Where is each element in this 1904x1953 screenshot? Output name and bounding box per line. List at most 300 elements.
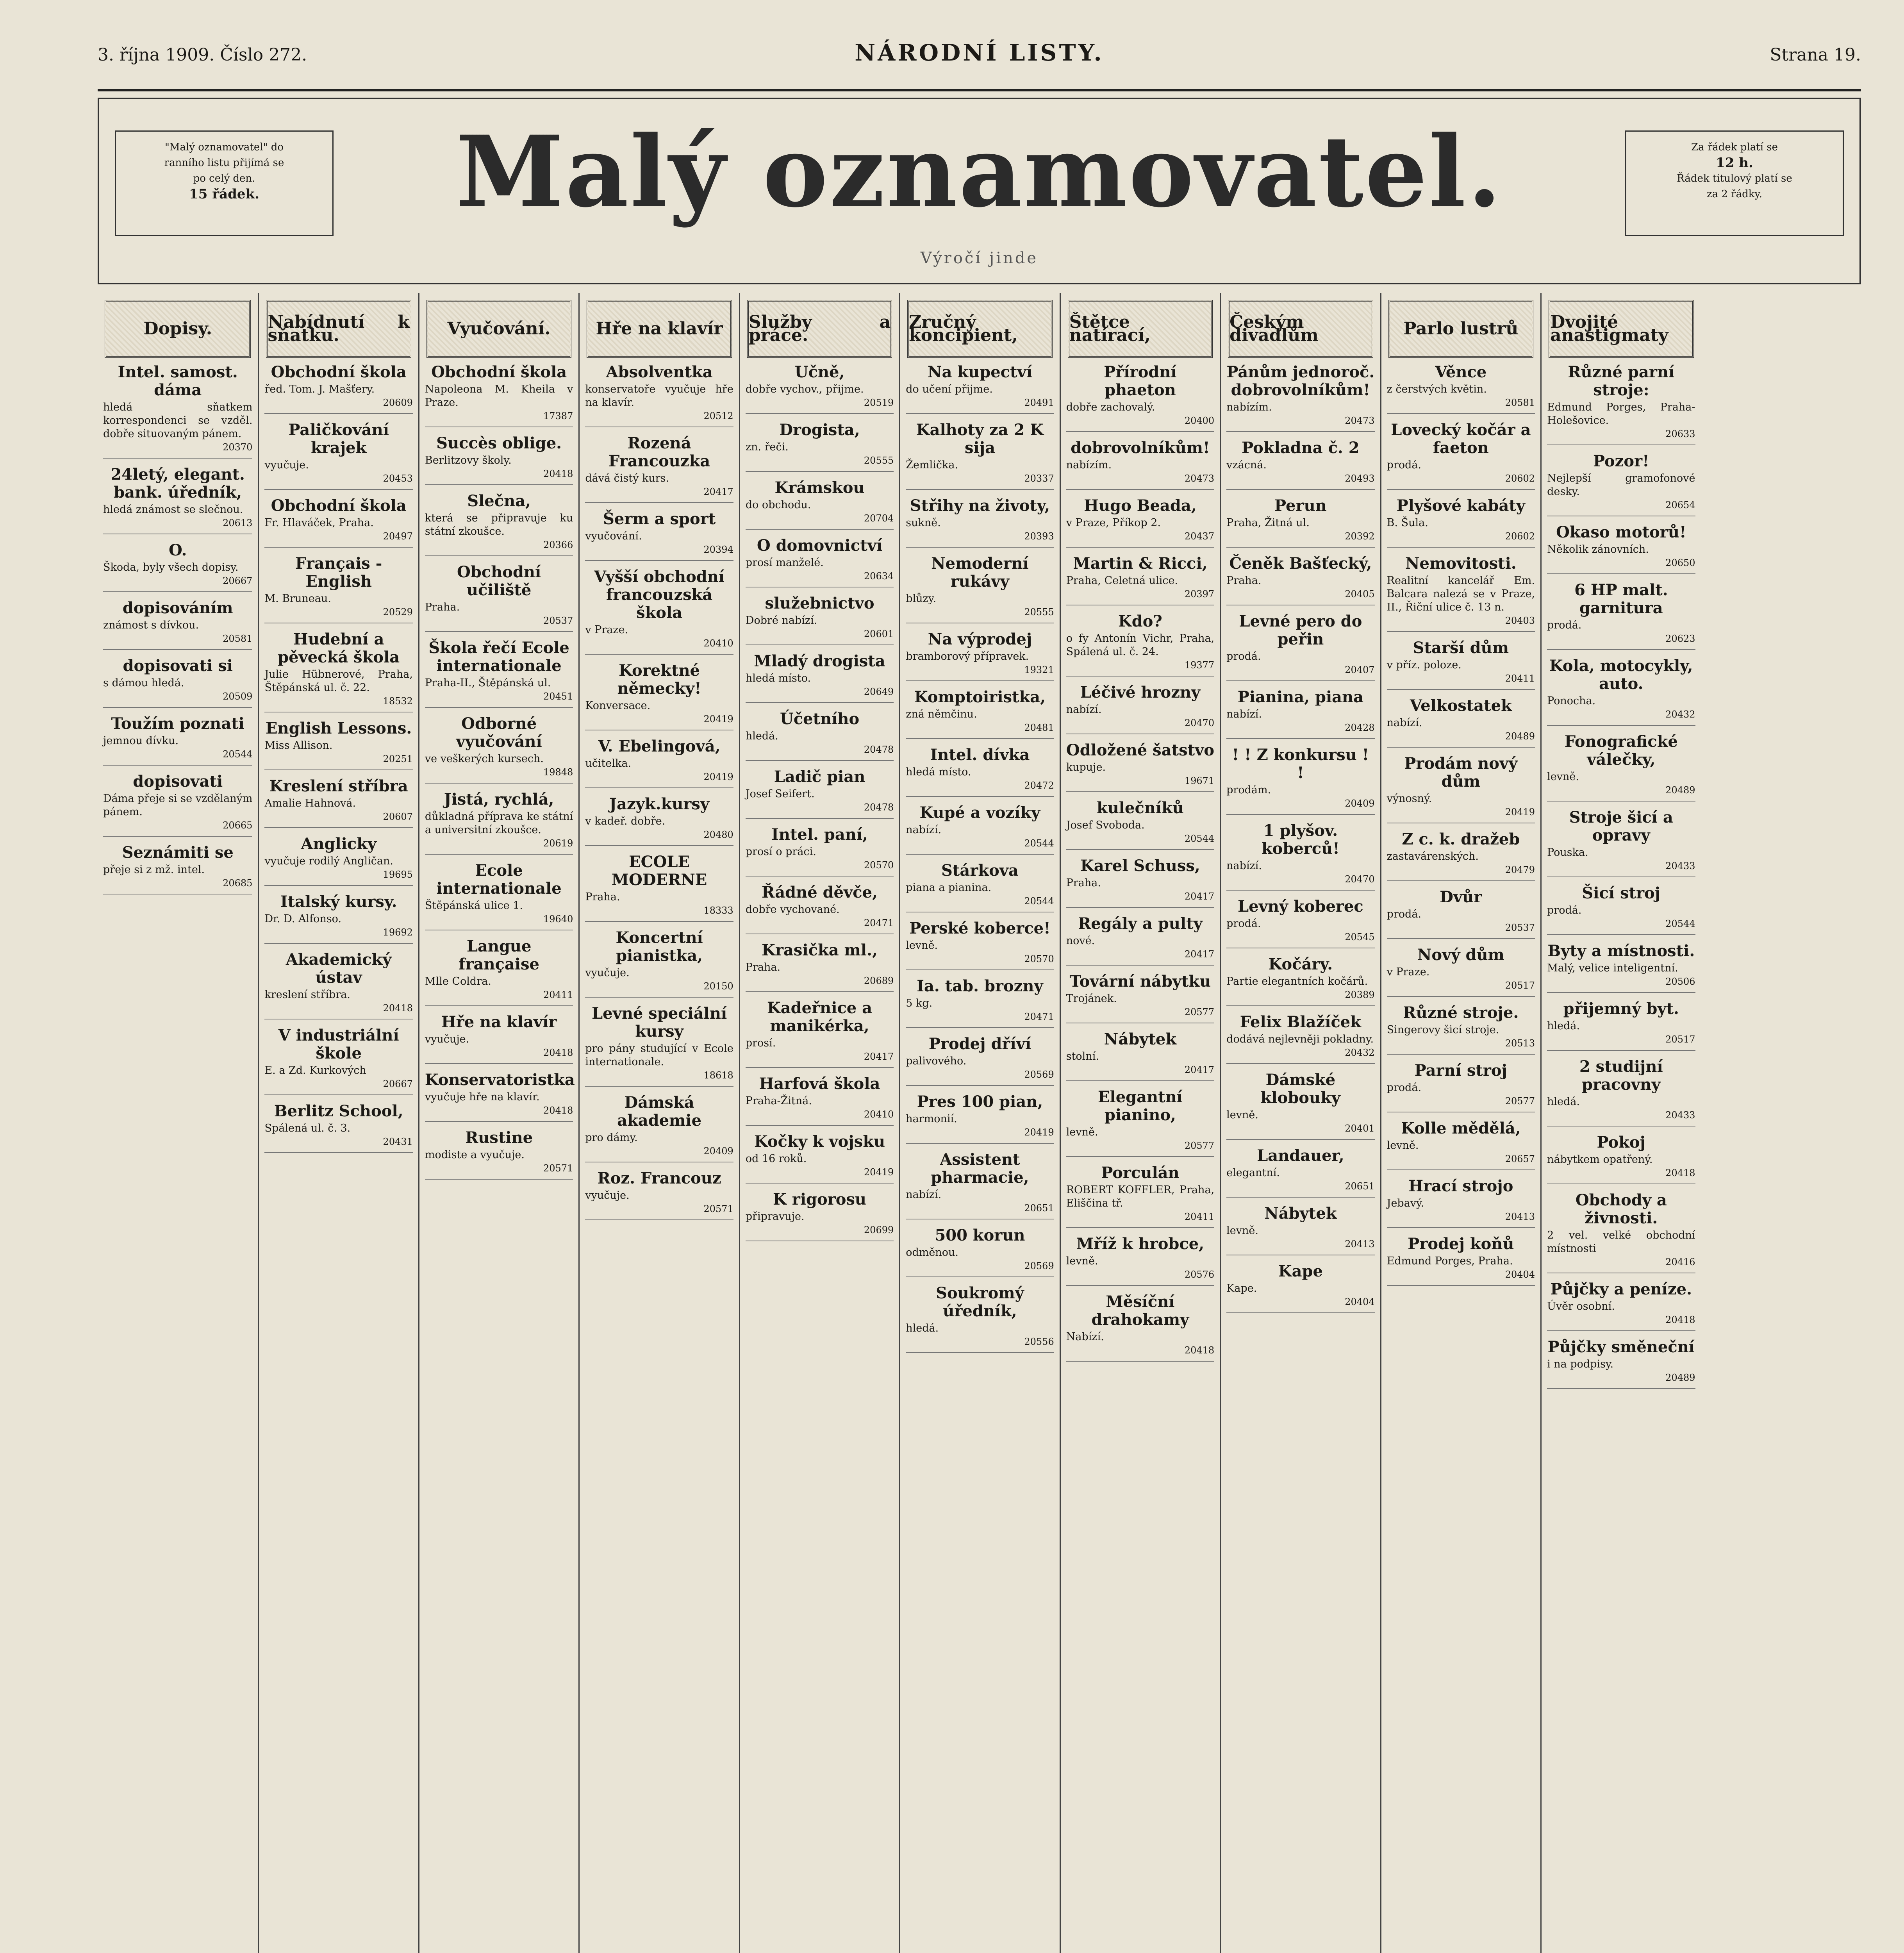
ad-body: s dámou hledá. <box>103 677 184 689</box>
ad-body: piana a pianina. <box>906 882 992 894</box>
ad-number: 20512 <box>703 411 733 421</box>
ad-body: prosí o práci. <box>745 846 816 858</box>
ad-body: prodá. <box>1387 908 1422 920</box>
ad-headline: Assistent pharmacie, <box>931 1150 1029 1187</box>
ad-number: 20392 <box>1345 531 1375 542</box>
ad-body: Praha. <box>425 601 460 613</box>
classified-ad <box>746 652 894 703</box>
ad-number: 20571 <box>543 1163 573 1174</box>
classified-ad <box>103 466 252 534</box>
classified-ad <box>906 1093 1054 1144</box>
ad-headline: Harfová škola <box>759 1075 880 1093</box>
ad-body: která se připravuje ku státní zkoušce. <box>425 512 573 537</box>
ad-number: 20413 <box>1505 1211 1535 1222</box>
classified-ad <box>425 1071 573 1122</box>
ad-column <box>98 293 258 1953</box>
ad-headline: Obchodní škola <box>271 496 407 515</box>
ad-headline: Nábytek <box>1104 1030 1177 1048</box>
classified-ad <box>746 1075 894 1126</box>
classified-ad <box>1547 1000 1695 1051</box>
classified-ad <box>1547 523 1695 574</box>
ad-headline: Střihy na životy, <box>910 496 1050 515</box>
classified-ad <box>425 715 573 784</box>
ad-number: 20418 <box>543 468 573 479</box>
ad-headline: Obchody a živnosti. <box>1575 1191 1667 1227</box>
ad-number: 20400 <box>1184 415 1215 426</box>
classified-ad <box>1547 452 1695 516</box>
ad-body: Josef Svoboda. <box>1066 819 1145 831</box>
classified-ad <box>906 1035 1054 1086</box>
ad-body: hledá místo. <box>745 672 811 684</box>
ad-number: 20545 <box>1345 932 1375 943</box>
ad-number: 20649 <box>864 686 894 697</box>
column-section-heading: Dvojité anastigmaty <box>1549 300 1693 358</box>
ad-body: výnosný. <box>1387 793 1432 805</box>
ad-headline: Korektné německy! <box>617 661 701 698</box>
classified-ad <box>264 630 412 712</box>
ad-headline: Nemoderní rukávy <box>931 554 1029 591</box>
ad-body: hledá. <box>1547 1020 1580 1032</box>
ad-body: Praha. <box>745 961 781 973</box>
classified-ad <box>425 434 573 485</box>
ad-body: Singerovy šicí stroje. <box>1387 1024 1499 1036</box>
ad-column <box>739 293 899 1953</box>
ad-number: 20517 <box>1665 1034 1695 1045</box>
ad-body: blůzy. <box>906 593 937 605</box>
ad-headline: Intel. samost. dáma <box>118 363 238 399</box>
classified-ad <box>264 497 412 548</box>
classified-ad <box>585 795 733 846</box>
ad-body: z čerstvých květin. <box>1387 383 1487 395</box>
classified-ad <box>1226 1205 1374 1255</box>
ad-body: Praha, Žitná ul. <box>1226 517 1310 529</box>
classified-ad <box>1387 755 1535 823</box>
banner-note-right-line: Za řádek platí se <box>1691 141 1778 153</box>
ad-body: nábytkem opatřený. <box>1547 1153 1653 1166</box>
ad-number: 20623 <box>1665 633 1695 644</box>
classified-ad <box>1226 822 1374 891</box>
ad-headline: Starší dům <box>1413 639 1509 657</box>
ad-body: v kadeř. dobře. <box>585 815 666 827</box>
ad-number: 20405 <box>1345 589 1375 600</box>
ad-body: důkladná příprava ke státní a universitní zkoušce. <box>425 810 573 836</box>
ad-headline: Drogista, <box>779 421 860 439</box>
ad-headline: Prodej dříví <box>928 1035 1031 1053</box>
banner-note-left-line: ranního listu přijímá se <box>164 157 284 169</box>
ad-headline: Řádné děvče, <box>762 883 878 902</box>
ad-body: Amalie Hahnová. <box>264 797 356 809</box>
classified-ad <box>746 594 894 645</box>
ad-number: 19692 <box>383 927 413 938</box>
ad-column <box>899 293 1059 1953</box>
ad-headline: Ladič pian <box>774 768 865 786</box>
ad-number: 20602 <box>1505 473 1535 484</box>
classified-ad <box>1547 1280 1695 1331</box>
ad-headline: Kočáry. <box>1268 955 1333 973</box>
ad-headline: Hře na klavír <box>441 1013 557 1031</box>
column-section-heading: Dopisy. <box>105 300 251 358</box>
classified-ad <box>746 710 894 761</box>
ad-headline: Kolle mědělá, <box>1401 1119 1521 1137</box>
ad-body: Trojánek. <box>1066 993 1117 1005</box>
ad-number: 20544 <box>1184 833 1215 844</box>
ad-headline: Na výprodej <box>928 630 1032 648</box>
ad-number: 20478 <box>864 802 894 813</box>
ad-body: nové. <box>1066 935 1095 947</box>
ad-headline: Hudební a pěvecká škola <box>278 630 400 666</box>
page-number: Strana 19. <box>1770 45 1861 65</box>
ad-headline: Felix Blažíček <box>1240 1013 1361 1031</box>
classified-ad <box>1547 809 1695 877</box>
ad-headline: 1 plyšov. koberců! <box>1261 821 1340 858</box>
ad-headline: kulečníků <box>1097 799 1184 817</box>
ad-headline: Měsíční drahokamy <box>1091 1292 1189 1329</box>
ad-body: Dr. D. Alfonso. <box>264 913 342 925</box>
ad-body: Josef Seifert. <box>745 788 815 800</box>
ad-number: 20432 <box>1665 709 1695 720</box>
ad-headline: Landauer, <box>1257 1146 1344 1165</box>
column-section-heading: Vyučování. <box>426 300 571 358</box>
classified-ad <box>1066 741 1214 792</box>
ad-headline: dopisováním <box>122 599 233 617</box>
ad-number: 20651 <box>1024 1203 1054 1214</box>
ad-headline: Učně, <box>794 363 845 381</box>
ad-headline: Hrací strojo <box>1408 1177 1513 1195</box>
ad-headline: Karel Schuss, <box>1080 857 1200 875</box>
ad-number: 19377 <box>1184 660 1215 671</box>
ad-body: Julie Hübnerové, Praha, Štěpánská ul. č. 22. <box>264 668 413 694</box>
ad-body: dobře zachovalý. <box>1066 401 1155 413</box>
ad-headline: Pozor! <box>1593 452 1649 470</box>
ad-body: v příz. poloze. <box>1387 659 1461 671</box>
ad-number: 20537 <box>1505 922 1535 933</box>
ad-headline: Stroje šicí a opravy <box>1569 808 1673 844</box>
classified-ad <box>906 1284 1054 1353</box>
ad-number: 20619 <box>543 838 573 849</box>
ad-body: Spálená ul. č. 3. <box>264 1122 351 1134</box>
ad-body: Berlitzovy školy. <box>425 454 512 466</box>
ad-number: 20370 <box>223 442 253 453</box>
ad-body: levně. <box>1226 1225 1258 1237</box>
ad-headline: 500 korun <box>935 1226 1025 1244</box>
classified-ad <box>103 599 252 650</box>
ad-body: prodá. <box>1547 619 1582 631</box>
ad-headline: Prodej koňů <box>1408 1235 1514 1253</box>
classified-ad <box>1387 555 1535 632</box>
ad-number: 19640 <box>543 914 573 925</box>
ad-body: Kape. <box>1226 1282 1257 1294</box>
ad-number: 20602 <box>1505 531 1535 542</box>
ad-number: 18618 <box>703 1070 733 1081</box>
classified-ad <box>1066 497 1214 548</box>
ad-number: 20555 <box>864 455 894 466</box>
page-header <box>98 37 1861 84</box>
ad-body: prosí manželé. <box>745 557 824 569</box>
ad-number: 20607 <box>383 811 413 822</box>
ad-number: 20433 <box>1665 860 1695 871</box>
ad-headline: Různé parní stroje: <box>1568 363 1675 399</box>
ad-headline: Martin & Ricci, <box>1073 554 1208 573</box>
ad-body: Mlle Coldra. <box>425 975 491 987</box>
classified-ad <box>746 363 894 414</box>
ad-headline: Intel. dívka <box>930 746 1030 764</box>
classified-ad <box>1226 612 1374 681</box>
banner-note-right <box>1625 130 1844 236</box>
ad-headline: Italský kursy. <box>280 893 397 911</box>
classified-ad <box>1387 421 1535 490</box>
ad-number: 20491 <box>1024 397 1054 408</box>
ad-body: vzácná. <box>1226 459 1267 471</box>
issue-date: 3. října 1909. Číslo 272. <box>98 45 307 65</box>
ad-body: Dáma přeje si se vzdělaným pánem. <box>103 793 253 818</box>
ad-headline: Kadeřnice a manikérka, <box>767 999 873 1035</box>
classified-ad <box>1387 1119 1535 1170</box>
ad-number: 20519 <box>864 397 894 408</box>
classified-ad <box>585 1005 733 1087</box>
ad-number: 20403 <box>1505 615 1535 626</box>
ad-number: 20473 <box>1184 473 1215 484</box>
ad-number: 20409 <box>703 1146 733 1157</box>
ad-headline: Parní stroj <box>1414 1061 1508 1080</box>
classified-ad <box>906 555 1054 623</box>
ad-body: vyučuje. <box>425 1033 469 1045</box>
classified-ad <box>906 688 1054 739</box>
ad-number: 20581 <box>223 633 253 644</box>
banner-note-left-line: po celý den. <box>193 173 255 184</box>
ad-number: 20393 <box>1024 531 1054 542</box>
ad-headline: Odborné vyučování <box>456 714 542 751</box>
ad-body: Štěpánská ulice 1. <box>425 900 523 912</box>
classified-ad <box>1066 684 1214 734</box>
ad-body: prodá. <box>1387 459 1422 471</box>
ad-number: 20471 <box>1024 1011 1054 1022</box>
ad-number: 20537 <box>543 615 573 626</box>
ad-number: 20570 <box>864 860 894 871</box>
ad-headline: Dvůr <box>1440 888 1482 906</box>
ad-body: Napoleona M. Kheila v Praze. <box>425 383 573 409</box>
ad-headline: Obchodní škola <box>271 363 407 381</box>
ad-headline: Účetního <box>780 710 860 728</box>
classified-ad <box>1226 688 1374 739</box>
classified-ad <box>585 853 733 922</box>
ad-number: 20480 <box>703 829 733 840</box>
ad-number: 20411 <box>1184 1211 1215 1222</box>
ad-headline: Tovární nábytku <box>1069 972 1211 991</box>
ad-headline: Dámská akademie <box>617 1093 702 1130</box>
ad-headline: Regály a pulty <box>1078 914 1203 933</box>
classified-ad <box>1226 955 1374 1006</box>
ad-headline: Dámské klobouky <box>1260 1071 1341 1107</box>
ad-number: 20577 <box>1505 1096 1535 1107</box>
ad-headline: Kalhoty za 2 K sija <box>916 421 1044 457</box>
ad-columns <box>98 293 1861 1953</box>
classified-ad <box>746 768 894 819</box>
ad-body: levně. <box>1547 771 1579 783</box>
ad-number: 20581 <box>1505 397 1535 408</box>
ad-headline: 24letý, elegant. bank. úředník, <box>111 465 245 502</box>
ad-body: v Praze, Příkop 2. <box>1066 517 1161 529</box>
ad-headline: Čeněk Bašťecký, <box>1229 554 1372 573</box>
ad-column <box>578 293 739 1953</box>
ad-body: B. Šula. <box>1387 517 1428 529</box>
classified-ad <box>746 884 894 934</box>
ad-body: Fr. Hlaváček, Praha. <box>264 517 374 529</box>
classified-ad <box>906 804 1054 855</box>
ad-headline: Velkostatek <box>1410 696 1512 715</box>
ad-headline: 6 HP malt. garnitura <box>1574 581 1668 617</box>
ad-body: levně. <box>1226 1109 1258 1121</box>
ad-number: 18333 <box>703 905 733 916</box>
ad-headline: V. Ebelingová, <box>598 737 721 755</box>
classified-ad <box>585 434 733 503</box>
ad-body: prodá. <box>1387 1082 1422 1094</box>
classified-ad <box>1226 439 1374 490</box>
classified-ad <box>1226 497 1374 548</box>
ad-headline: Obchodní učiliště <box>457 563 541 599</box>
classified-ad <box>746 826 894 877</box>
ad-body: Dobré nabízí. <box>745 614 817 627</box>
ad-body: kreslení stříbra. <box>264 989 350 1001</box>
ad-number: 20577 <box>1184 1007 1215 1018</box>
ad-number: 20685 <box>223 878 253 889</box>
ad-headline: Levný koberec <box>1238 897 1363 916</box>
ad-number: 20704 <box>864 513 894 524</box>
ad-body: hledá známost se slečnou. <box>103 503 243 516</box>
classified-ad <box>1547 1191 1695 1273</box>
ad-body: řed. Tom. J. Mašťery. <box>264 383 375 395</box>
ad-body: vyučování. <box>585 530 642 542</box>
ad-body: harmonií. <box>906 1113 957 1125</box>
ad-body: zastavárenských. <box>1387 850 1479 862</box>
ad-body: Praha. <box>585 891 620 903</box>
classified-ad <box>906 497 1054 548</box>
ad-headline: 2 studijní pracovny <box>1579 1057 1663 1094</box>
classified-ad <box>906 363 1054 414</box>
ad-headline: Hugo Beada, <box>1084 496 1197 515</box>
column-section-heading: Nabídnutí k sňatku. <box>266 300 411 358</box>
ad-body: levně. <box>1387 1139 1419 1151</box>
ad-headline: Pánům jednoroč. dobrovolníkům! <box>1226 363 1375 399</box>
ad-number: 20417 <box>1184 1064 1215 1075</box>
ad-headline: ! ! Z konkursu ! ! <box>1232 746 1369 782</box>
ad-headline: O domovnictví <box>757 536 883 555</box>
ad-headline: Elegantní pianino, <box>1098 1088 1183 1124</box>
ad-number: 18532 <box>383 696 413 707</box>
ad-body: Edmund Porges, Praha-Holešovice. <box>1547 401 1695 427</box>
ad-body: od 16 roků. <box>745 1153 807 1165</box>
banner-title: Malý oznamovatel. <box>349 111 1610 232</box>
ad-number: 20513 <box>1505 1038 1535 1049</box>
classified-ad <box>906 746 1054 797</box>
ad-body: prodám. <box>1226 784 1271 796</box>
ad-body: zn. řeči. <box>745 441 789 453</box>
ad-headline: dopisovati <box>133 772 223 791</box>
ad-headline: Nový dům <box>1417 946 1504 964</box>
ad-column <box>418 293 578 1953</box>
ad-body: nabízí. <box>1066 703 1102 716</box>
ad-number: 20569 <box>1024 1069 1054 1080</box>
ad-body: bramborový přípravek. <box>906 650 1029 662</box>
ad-body: 5 kg. <box>906 997 933 1009</box>
classified-ad <box>1226 898 1374 948</box>
ad-headline: Slečna, <box>467 492 531 510</box>
ad-headline: Šicí stroj <box>1582 884 1661 902</box>
ad-number: 20570 <box>1024 953 1054 964</box>
banner-note-left <box>115 130 334 236</box>
ad-body: nabízí. <box>1387 717 1422 729</box>
ad-body: hledá. <box>1547 1096 1580 1108</box>
ad-headline: Škola řečí Ecole internationale <box>428 639 569 675</box>
ad-body: Nabízí. <box>1066 1331 1104 1343</box>
ad-headline: Nemovitosti. <box>1405 554 1517 573</box>
ad-number: 20555 <box>1024 607 1054 618</box>
classified-ad <box>906 1226 1054 1277</box>
ad-headline: dobrovolníkům! <box>1071 439 1210 457</box>
ad-number: 20389 <box>1345 989 1375 1000</box>
classified-ad <box>1547 1338 1695 1389</box>
classified-ad <box>585 929 733 998</box>
classified-ad <box>1547 733 1695 802</box>
ad-number: 20419 <box>864 1167 894 1178</box>
ad-number: 20419 <box>703 771 733 782</box>
ad-headline: Prodám nový dům <box>1404 754 1518 791</box>
ad-headline: Intel. paní, <box>771 825 868 844</box>
ad-body: hledá. <box>745 730 778 742</box>
ad-number: 20401 <box>1345 1123 1375 1134</box>
ad-number: 20394 <box>703 544 733 555</box>
classified-ad <box>746 999 894 1068</box>
ad-body: i na podpisy. <box>1547 1358 1614 1370</box>
ad-body: v Praze. <box>1387 966 1430 978</box>
classified-ad <box>1387 697 1535 748</box>
ad-body: jemnou dívku. <box>103 735 179 747</box>
classified-ad <box>1547 581 1695 650</box>
ad-number: 20601 <box>864 628 894 639</box>
ad-headline: Pokoj <box>1597 1133 1646 1151</box>
ad-body: pro pány studující v Ecole internationale. <box>585 1043 733 1068</box>
ad-body: Pouska. <box>1547 846 1588 859</box>
ad-headline: Porculán <box>1101 1164 1180 1182</box>
ad-body: nabízí. <box>906 1189 942 1201</box>
classified-ad <box>1226 1071 1374 1140</box>
ad-number: 20432 <box>1345 1047 1375 1058</box>
classified-ad <box>746 1133 894 1184</box>
ad-body: Nejlepší gramofonové desky. <box>1547 472 1695 498</box>
ad-headline: přijemný byt. <box>1563 1000 1679 1018</box>
ad-headline: Pokladna č. 2 <box>1242 439 1360 457</box>
ad-headline: Léčivé hrozny <box>1080 683 1201 702</box>
classified-ad <box>585 510 733 561</box>
column-section-heading: Štětce natírací, <box>1068 300 1213 358</box>
ad-body: vyučuje rodilý Angličan. <box>264 855 393 867</box>
ad-body: levně. <box>1066 1255 1098 1267</box>
ad-headline: Koncertní pianistka, <box>616 928 703 965</box>
classified-ad <box>1066 1030 1214 1081</box>
ad-number: 19695 <box>383 869 413 880</box>
ad-headline: Kreslení stříbra <box>269 777 408 795</box>
ad-number: 20418 <box>383 1003 413 1014</box>
ad-body: dobře vychov., přijme. <box>745 383 864 395</box>
ad-headline: Jistá, rychlá, <box>444 790 554 809</box>
ad-number: 19848 <box>543 767 573 778</box>
ad-headline: Toužím poznati <box>111 714 244 733</box>
classified-ad <box>1066 1235 1214 1286</box>
ad-number: 20489 <box>1665 785 1695 796</box>
ad-headline: Paličkování krajek <box>288 421 389 457</box>
ad-number: 20651 <box>1345 1181 1375 1192</box>
banner-note-right-line: 12 h. <box>1716 155 1753 171</box>
ad-headline: Rozená Francouzka <box>608 434 710 470</box>
